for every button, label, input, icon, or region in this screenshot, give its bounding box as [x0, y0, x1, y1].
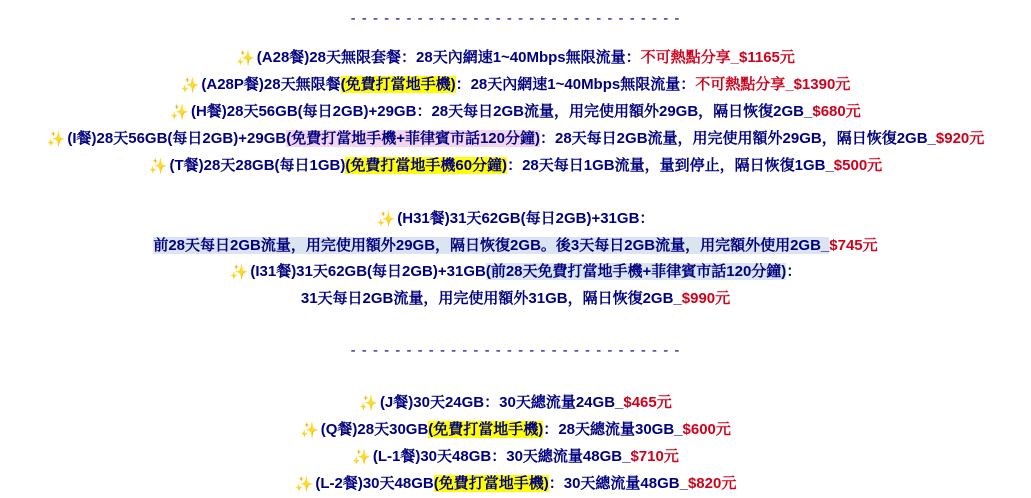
plan-row-a28p	[0, 72, 1031, 99]
plan-title: (I餐)28天56GB(每日2GB)+29GB	[67, 130, 287, 147]
sparkles-icon: ✨	[294, 476, 314, 493]
sparkles-icon: ✨	[300, 422, 319, 439]
plan-highlight-blue: (前28天免費打當地手機+菲律賓市話120分鐘)	[485, 263, 787, 280]
plan-row-t	[0, 153, 1031, 180]
plan-separator: ：	[484, 394, 500, 411]
sparkles-icon: ✨	[180, 77, 200, 94]
plan-desc-red: $680元	[812, 103, 861, 120]
plan-desc-red: $990元	[681, 290, 731, 307]
plan-desc-navy: 28天每日2GB流量，用完使用額外29GB，隔日恢復2GB_	[431, 103, 813, 120]
plan-highlight-pink: (免費打當地手機+菲律賓市話120分鐘)	[286, 130, 540, 147]
plan-separator: ：	[543, 421, 559, 438]
plan-title: (J餐)30天24GB	[379, 394, 485, 411]
plan-highlight-yellow: (免費打當地手機60分鐘)	[345, 157, 508, 174]
plan-row-h31-title	[0, 206, 1031, 233]
plan-desc-navy: 28天內網速1~40Mbps無限流量：	[416, 49, 641, 66]
plan-desc-red: $710元	[630, 448, 679, 465]
plan-separator: ：	[491, 448, 507, 465]
plan-desc-red: $920元	[935, 130, 985, 147]
divider-mid: - - - - - - - - - - - - - - - - - - - - - - - - - - - - - -	[350, 342, 681, 359]
plan-row-a28	[0, 45, 1031, 72]
spacer	[0, 180, 1031, 206]
sparkles-icon: ✨	[352, 449, 371, 466]
sparkles-icon: ✨	[359, 395, 378, 412]
plan-highlight-yellow: (免費打當地手機)	[428, 421, 544, 438]
spacer	[0, 364, 1031, 390]
plan-separator: ：	[401, 49, 417, 66]
plan-title: (L-2餐)30天48GB	[315, 475, 434, 492]
sparkles-icon: ✨	[148, 158, 168, 175]
plan-desc-navy: 28天每日1GB流量，量到停止，隔日恢復1GB_	[522, 157, 834, 174]
plan-title: (L-1餐)30天48GB	[372, 448, 492, 465]
plan-desc-red: $745元	[829, 237, 878, 254]
plan-desc-navy: 28天每日2GB流量，用完使用額外29GB，隔日恢復2GB_	[555, 130, 936, 147]
plan-separator: ：	[548, 475, 564, 492]
divider-top: - - - - - - - - - - - - - - - - - - - - - - - - - - - - - -	[350, 10, 681, 27]
sparkles-icon: ✨	[376, 211, 396, 228]
plan-row-i	[0, 126, 1031, 153]
sparkles-icon: ✨	[229, 264, 249, 281]
plan-desc-red: 不可熱點分享_$1390元	[695, 76, 851, 93]
plan-desc-red: 不可熱點分享_$1165元	[640, 49, 795, 66]
plan-separator: ：	[639, 210, 655, 227]
plan-row-q	[0, 417, 1031, 444]
plan-separator: ：	[539, 130, 555, 147]
plan-row-i31-desc	[0, 286, 1031, 312]
plan-title: (A28餐)28天無限套餐	[256, 49, 401, 66]
plan-desc-red: $465元	[623, 394, 672, 411]
plan-separator: ：	[455, 76, 471, 93]
plan-row-h31-desc	[0, 233, 1031, 259]
plan-separator: ：	[786, 263, 802, 280]
sparkles-icon: ✨	[46, 131, 66, 148]
plan-desc-navy: 30天總流量48GB_	[506, 448, 631, 465]
plan-highlight-blue: 前28天每日2GB流量，用完使用額外29GB，隔日恢復2GB。後3天每日2GB流量，用完額外使用2GB_	[153, 237, 830, 254]
plan-desc-red: $820元	[687, 475, 737, 492]
plan-title: (I31餐)31天62GB(每日2GB)+31GB	[250, 263, 486, 280]
plan-title: (A28P餐)28天無限餐	[201, 76, 341, 93]
plan-separator: ：	[507, 157, 523, 174]
plan-title: (Q餐)28天30GB	[320, 421, 429, 438]
plan-title: (T餐)28天28GB(每日1GB)	[169, 157, 346, 174]
plan-row-j	[0, 390, 1031, 417]
plan-row-l1	[0, 444, 1031, 471]
plan-desc-red: $600元	[682, 421, 731, 438]
plan-desc-navy: 30天總流量48GB_	[563, 475, 688, 492]
plan-highlight-yellow: (免費打當地手機)	[340, 76, 456, 93]
sparkles-icon: ✨	[170, 104, 189, 121]
plan-desc-navy: 31天每日2GB流量，用完使用額外31GB，隔日恢復2GB_	[300, 290, 682, 307]
plan-desc-navy: 30天總流量24GB_	[499, 394, 624, 411]
plan-title: (H餐)28天56GB(每日2GB)+29GB	[190, 103, 417, 120]
plan-highlight-yellow: (免費打當地手機)	[433, 475, 549, 492]
plan-separator: ：	[416, 103, 432, 120]
spacer	[0, 32, 1031, 45]
plan-desc-navy: 28天總流量30GB_	[558, 421, 683, 438]
plan-row-i31-title	[0, 259, 1031, 286]
plan-desc-red: $500元	[833, 157, 883, 174]
plan-title: (H31餐)31天62GB(每日2GB)+31GB	[397, 210, 640, 227]
spacer	[0, 312, 1031, 338]
plan-desc-navy: 28天內網速1~40Mbps無限流量：	[470, 76, 696, 93]
plan-row-h	[0, 99, 1031, 126]
sparkles-icon: ✨	[236, 50, 255, 67]
